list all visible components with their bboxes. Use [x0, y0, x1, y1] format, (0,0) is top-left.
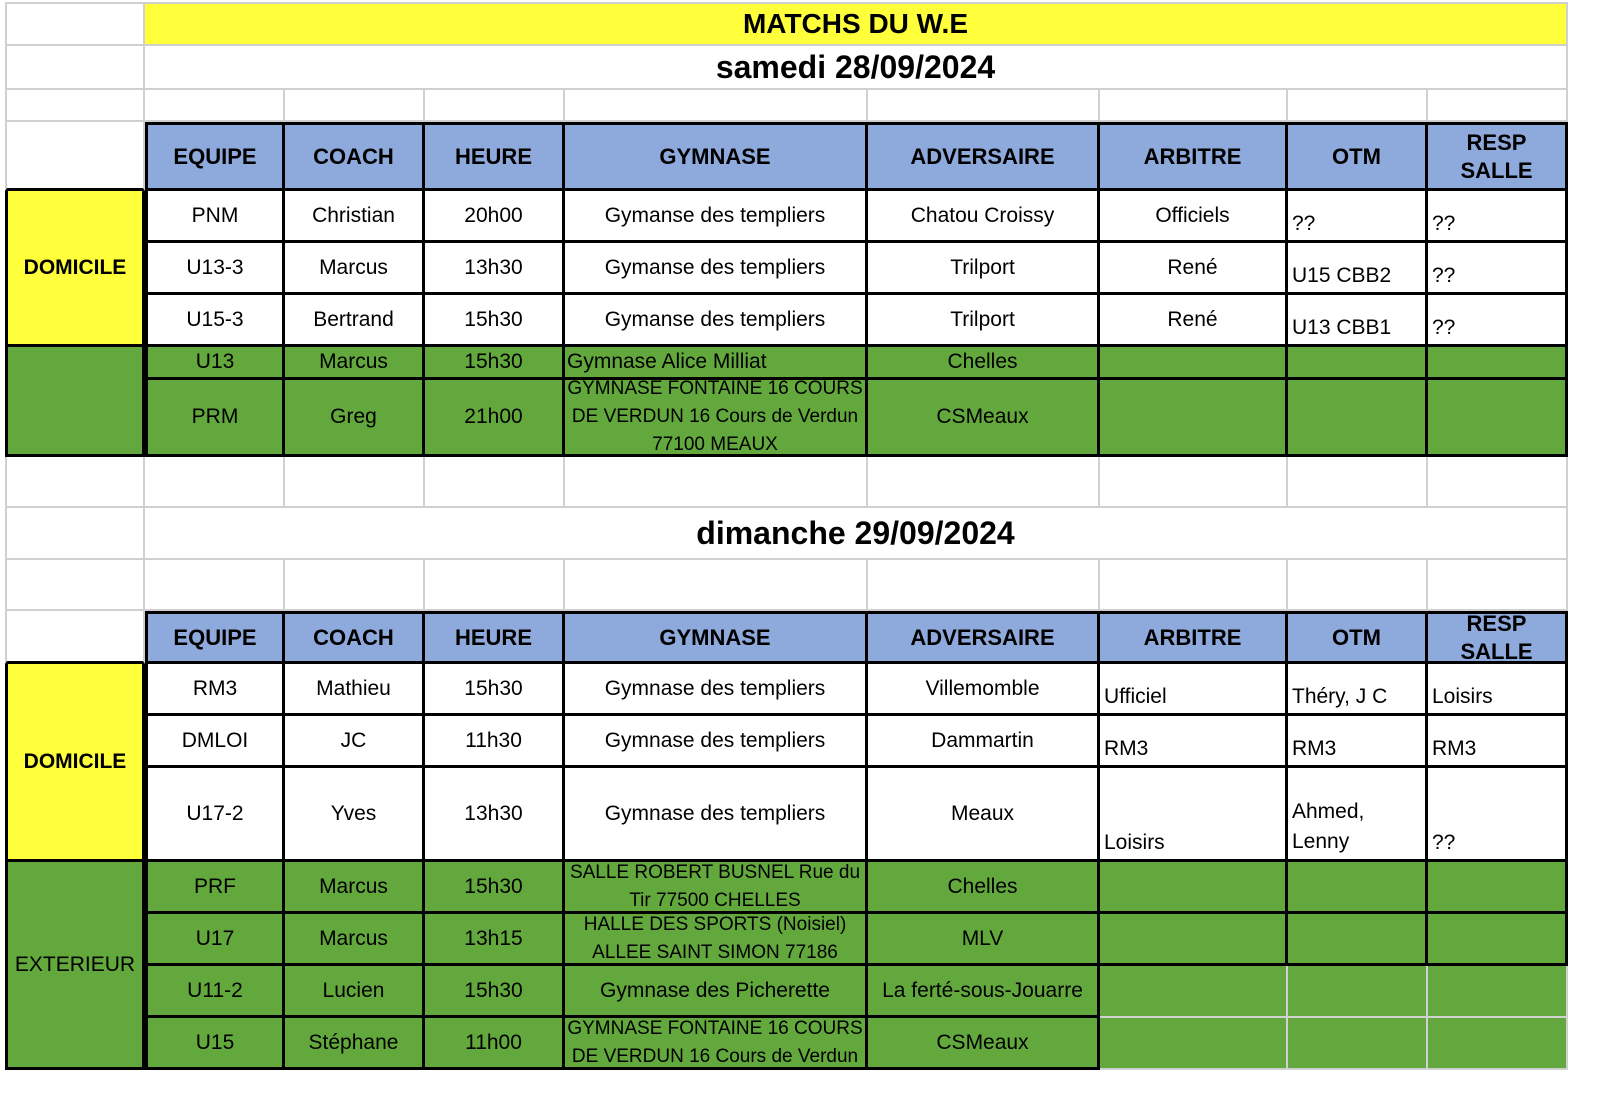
table-cell: 15h30 — [425, 295, 565, 347]
team-cell: U13-3 — [145, 243, 285, 295]
empty-cell — [5, 508, 145, 560]
table-cell — [1100, 966, 1288, 1018]
column-header: EQUIPE — [145, 122, 285, 191]
column-header: ARBITRE — [1100, 611, 1288, 664]
table-cell: RM3 — [1428, 716, 1568, 768]
team-cell: RM3 — [145, 664, 285, 716]
column-header: ADVERSAIRE — [868, 122, 1100, 191]
team-cell: U17 — [145, 914, 285, 966]
empty-cell — [1288, 457, 1428, 508]
column-header: ADVERSAIRE — [868, 611, 1100, 664]
table-cell — [1100, 347, 1288, 380]
table-cell: Marcus — [285, 862, 425, 914]
table-cell: 13h30 — [425, 243, 565, 295]
table-cell: MLV — [868, 914, 1100, 966]
column-header: RESP SALLE — [1428, 611, 1568, 664]
table-cell: 13h30 — [425, 768, 565, 862]
column-header: GYMNASE — [565, 611, 868, 664]
table-cell — [1288, 862, 1428, 914]
table-cell: 11h00 — [425, 1018, 565, 1070]
table-cell: Lucien — [285, 966, 425, 1018]
table-cell: Marcus — [285, 243, 425, 295]
table-cell: U15 CBB2 — [1288, 243, 1428, 295]
table-cell: 15h30 — [425, 966, 565, 1018]
table-cell: Chelles — [868, 862, 1100, 914]
table-cell: Yves — [285, 768, 425, 862]
table-cell — [1428, 966, 1568, 1018]
table-cell: CSMeaux — [868, 380, 1100, 457]
table-cell: Mathieu — [285, 664, 425, 716]
table-cell: U13 CBB1 — [1288, 295, 1428, 347]
table-cell: Marcus — [285, 347, 425, 380]
table-cell: Greg — [285, 380, 425, 457]
table-cell: ?? — [1428, 768, 1568, 862]
table-cell — [1100, 914, 1288, 966]
column-header: COACH — [285, 122, 425, 191]
empty-cell — [1428, 560, 1568, 611]
table-cell — [1428, 1018, 1568, 1070]
section-label-away — [5, 347, 145, 457]
section-label-home: DOMICILE — [5, 664, 145, 862]
table-cell: 15h30 — [425, 862, 565, 914]
empty-cell — [1288, 90, 1428, 122]
table-cell — [1288, 914, 1428, 966]
team-cell: PRM — [145, 380, 285, 457]
table-cell — [1288, 966, 1428, 1018]
table-cell: Trilport — [868, 295, 1100, 347]
empty-cell — [145, 457, 285, 508]
table-cell — [1428, 914, 1568, 966]
table-cell: Gymnase Alice Milliat — [565, 347, 868, 380]
table-cell: 15h30 — [425, 664, 565, 716]
team-cell: U11-2 — [145, 966, 285, 1018]
section-label-home: DOMICILE — [5, 191, 145, 347]
sunday-date: dimanche 29/09/2024 — [145, 508, 1568, 560]
empty-cell — [425, 90, 565, 122]
table-cell: Stéphane — [285, 1018, 425, 1070]
table-cell: Marcus — [285, 914, 425, 966]
empty-cell — [5, 46, 145, 90]
team-cell: U15-3 — [145, 295, 285, 347]
table-cell: Bertrand — [285, 295, 425, 347]
table-cell: Gymnase des Picherette — [565, 966, 868, 1018]
team-cell: PNM — [145, 191, 285, 243]
table-cell: Officiels — [1100, 191, 1288, 243]
table-cell — [1100, 862, 1288, 914]
sheet-title: MATCHS DU W.E — [145, 2, 1568, 46]
empty-cell — [1100, 457, 1288, 508]
empty-cell — [565, 560, 868, 611]
empty-cell — [285, 560, 425, 611]
empty-cell — [868, 90, 1100, 122]
team-cell: PRF — [145, 862, 285, 914]
table-cell — [1100, 380, 1288, 457]
table-cell: RM3 — [1100, 716, 1288, 768]
table-cell — [1100, 1018, 1288, 1070]
table-cell: Gymanse des templiers — [565, 243, 868, 295]
column-header: RESP SALLE — [1428, 122, 1568, 191]
column-header: COACH — [285, 611, 425, 664]
empty-cell — [5, 457, 145, 508]
empty-cell — [5, 611, 145, 664]
empty-cell — [868, 457, 1100, 508]
table-cell: GYMNASE FONTAINE 16 COURS DE VERDUN 16 Cours de Verdun 77100 MEAUX — [565, 380, 868, 457]
table-cell — [1288, 1018, 1428, 1070]
table-cell: 20h00 — [425, 191, 565, 243]
table-cell: Gymnase des templiers — [565, 768, 868, 862]
empty-cell — [1100, 560, 1288, 611]
team-cell: U13 — [145, 347, 285, 380]
table-cell: Meaux — [868, 768, 1100, 862]
empty-cell — [565, 90, 868, 122]
saturday-date: samedi 28/09/2024 — [145, 46, 1568, 90]
table-cell: 15h30 — [425, 347, 565, 380]
table-cell: ?? — [1428, 295, 1568, 347]
table-cell: GYMNASE FONTAINE 16 COURS DE VERDUN 16 Cours de Verdun — [565, 1018, 868, 1070]
column-header: HEURE — [425, 611, 565, 664]
table-cell — [1288, 347, 1428, 380]
table-cell: Ahmed, Lenny — [1288, 768, 1428, 862]
table-cell — [1288, 380, 1428, 457]
table-cell: Gymanse des templiers — [565, 295, 868, 347]
table-cell: SALLE ROBERT BUSNEL Rue du Tir 77500 CHELLES — [565, 862, 868, 914]
table-cell: ?? — [1428, 191, 1568, 243]
table-cell: Théry, J C — [1288, 664, 1428, 716]
table-cell: CSMeaux — [868, 1018, 1100, 1070]
table-cell: 13h15 — [425, 914, 565, 966]
column-header: EQUIPE — [145, 611, 285, 664]
empty-cell — [868, 560, 1100, 611]
table-cell: RM3 — [1288, 716, 1428, 768]
table-cell: Loisirs — [1428, 664, 1568, 716]
table-cell — [1428, 347, 1568, 380]
empty-cell — [1428, 90, 1568, 122]
table-cell: Dammartin — [868, 716, 1100, 768]
empty-cell — [565, 457, 868, 508]
table-cell: ?? — [1288, 191, 1428, 243]
table-cell: René — [1100, 243, 1288, 295]
table-cell: Gymanse des templiers — [565, 191, 868, 243]
team-cell: U15 — [145, 1018, 285, 1070]
section-label-away: EXTERIEUR — [5, 862, 145, 1070]
empty-cell — [5, 90, 145, 122]
table-cell: Chelles — [868, 347, 1100, 380]
table-cell: Gymnase des templiers — [565, 716, 868, 768]
table-cell: La ferté-sous-Jouarre — [868, 966, 1100, 1018]
column-header: OTM — [1288, 122, 1428, 191]
column-header: GYMNASE — [565, 122, 868, 191]
table-cell: Chatou Croissy — [868, 191, 1100, 243]
empty-cell — [145, 560, 285, 611]
empty-cell — [5, 122, 145, 191]
table-cell: Loisirs — [1100, 768, 1288, 862]
empty-cell — [285, 457, 425, 508]
table-cell — [1428, 862, 1568, 914]
table-cell: Villemomble — [868, 664, 1100, 716]
team-cell: DMLOI — [145, 716, 285, 768]
empty-cell — [1288, 560, 1428, 611]
table-cell — [1428, 380, 1568, 457]
empty-cell — [5, 560, 145, 611]
column-header: ARBITRE — [1100, 122, 1288, 191]
empty-cell — [425, 560, 565, 611]
column-header: OTM — [1288, 611, 1428, 664]
table-cell: Trilport — [868, 243, 1100, 295]
column-header: HEURE — [425, 122, 565, 191]
empty-cell — [5, 2, 145, 46]
table-cell: René — [1100, 295, 1288, 347]
table-cell: Ufficiel — [1100, 664, 1288, 716]
table-cell: Christian — [285, 191, 425, 243]
empty-cell — [285, 90, 425, 122]
empty-cell — [145, 90, 285, 122]
empty-cell — [1428, 457, 1568, 508]
table-cell: Gymnase des templiers — [565, 664, 868, 716]
table-cell: ?? — [1428, 243, 1568, 295]
empty-cell — [425, 457, 565, 508]
empty-cell — [1100, 90, 1288, 122]
table-cell: JC — [285, 716, 425, 768]
table-cell: 21h00 — [425, 380, 565, 457]
team-cell: U17-2 — [145, 768, 285, 862]
table-cell: HALLE DES SPORTS (Noisiel) ALLEE SAINT SIMON 77186 — [565, 914, 868, 966]
table-cell: 11h30 — [425, 716, 565, 768]
